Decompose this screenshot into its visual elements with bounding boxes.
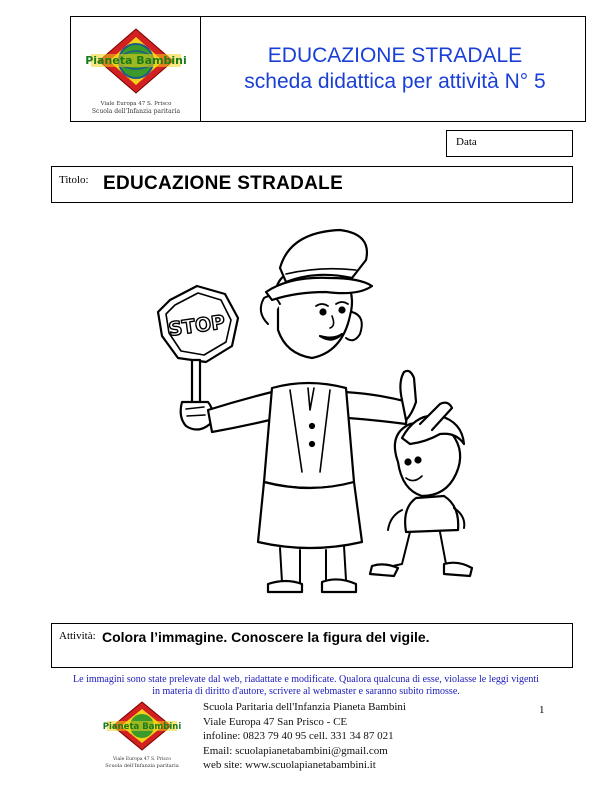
header-title-line2: scheda didattica per attività N° 5 (244, 70, 546, 93)
stop-sign-text: STOP (167, 311, 227, 341)
date-label: Data (456, 136, 477, 148)
header-title (211, 43, 579, 95)
date-field[interactable] (446, 130, 573, 157)
footer-website-link[interactable]: web site: www.scuolapianetabambini.it (203, 759, 376, 771)
school-logo (77, 25, 195, 117)
footer-logo-address: Viale Europa 47 S. Prisco (113, 757, 171, 762)
header-title-line1: EDUCAZIONE STRADALE (267, 44, 523, 67)
copyright-disclaimer (30, 674, 582, 698)
header-divider (200, 17, 201, 121)
activity-box (51, 623, 573, 668)
title-value: EDUCAZIONE STRADALE (103, 173, 344, 194)
footer-logo (97, 700, 187, 770)
disclaimer-line2: in materia di diritto d'autore, scrivere al webmaster e saranno subito rimosse. (152, 686, 460, 697)
footer-logo-name: Pianeta Bambini (102, 722, 182, 732)
header-box (70, 16, 586, 122)
footer-address: Viale Europa 47 San Prisco - CE (203, 715, 348, 728)
footer-school-name: Scuola Paritaria dell'Infanzia Pianeta Bambini (203, 701, 406, 713)
traffic-officer-illustration (140, 212, 485, 610)
child-figure (370, 403, 472, 576)
logo-address-text: Viale Europa 47 S. Prisco (100, 101, 172, 107)
footer-email-link[interactable]: Email: scuolapianetabambini@gmail.com (203, 744, 388, 757)
logo-subtitle-text: Scuola dell'Infanzia paritaria (91, 108, 181, 115)
logo-name-text: Pianeta Bambini (85, 54, 187, 67)
title-box (51, 166, 573, 203)
activity-label: Attività: (59, 630, 96, 642)
disclaimer-line1: Le immagini sono state prelevate dal web, riadattate e modificate. Qualora qualcuna di esse, violasse le leggi vigenti (73, 674, 539, 685)
footer-logo-subtitle: Scuola dell'Infanzia paritaria (105, 763, 179, 769)
footer-phone: infoline: 0823 79 40 95 cell. 331 34 87 021 (203, 730, 394, 742)
title-label: Titolo: (59, 174, 89, 186)
footer-logo-graphic (97, 700, 187, 770)
activity-value: Colora l’immagine. Conoscere la figura del vigile. (102, 629, 430, 645)
footer-contact (203, 700, 406, 773)
coloring-drawing (140, 212, 485, 610)
logo-graphic (77, 25, 195, 117)
page-number: 1 (539, 704, 545, 716)
stop-sign (158, 286, 238, 404)
